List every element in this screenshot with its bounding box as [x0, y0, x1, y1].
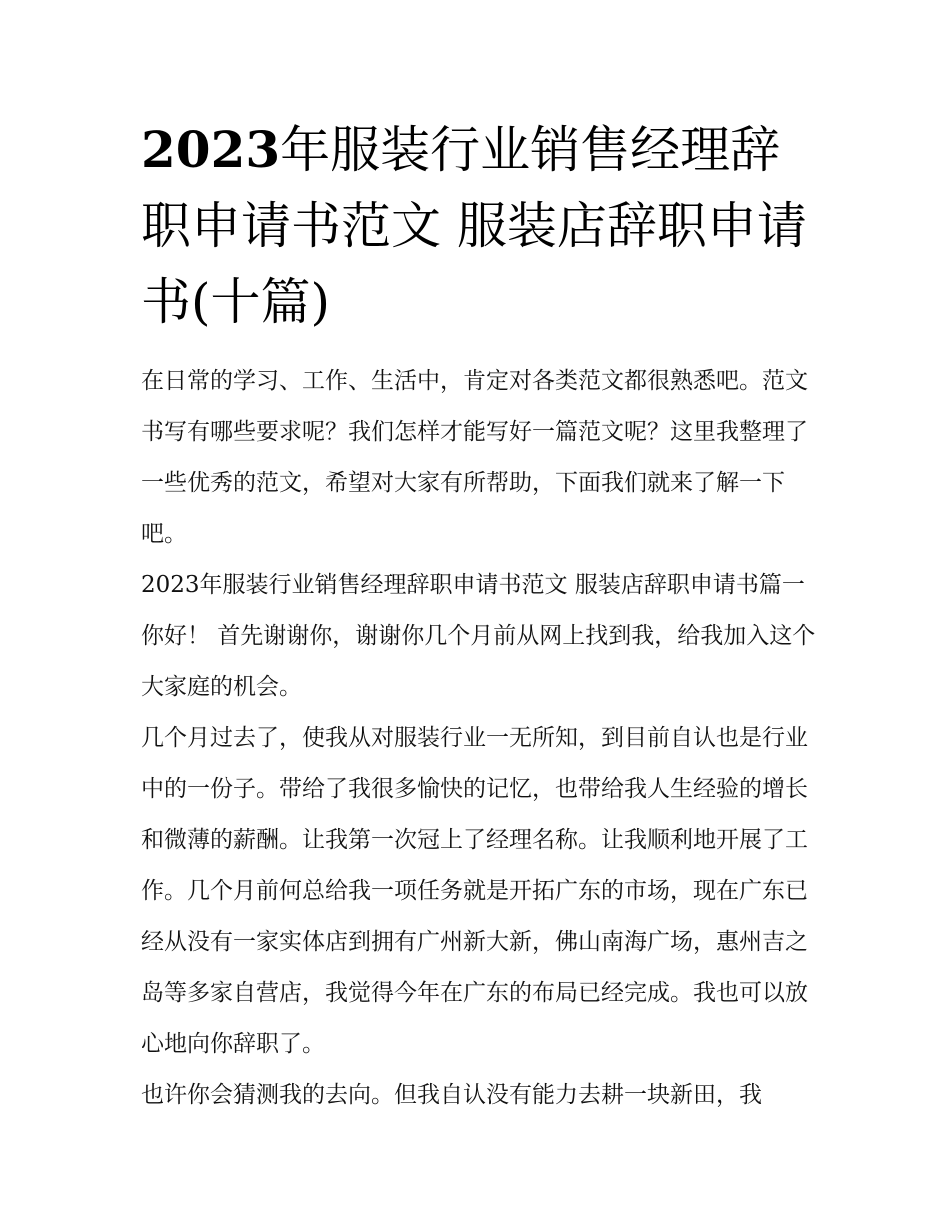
paragraph-experience: 几个月过去了，使我从对服装行业一无所知，到目前自认也是行业中的一份子。带给了我很多愉快的记忆，也带给我人生经验的增长和微薄的薪酬。让我第一次冠上了经理名称。让我顺利地开展了工作。几个月前何总给我一项任务就是开拓广东的市场，现在广东已经从没有一家实体店到拥有广州新大新，佛山南海广场，惠州吉之岛等多家自营店，我觉得今年在广东的布局已经完成。我也可以放心地向你辞职了。 [141, 725, 808, 1057]
title-text: 年服装行业销售经理辞职申请书范文 服装店辞职申请书(十篇) [141, 121, 807, 331]
title-year: 2023 [141, 120, 281, 179]
paragraph-intro: 在日常的学习、工作、生活中，肯定对各类范文都很熟悉吧。范文书写有哪些要求呢？我们怎样才能写好一篇范文呢？这里我整理了一些优秀的范文，希望对大家有所帮助，下面我们就来了解一下吧。 [141, 368, 808, 547]
paragraph-greeting: 2023年服装行业销售经理辞职申请书范文 服装店辞职申请书篇一 你好！ 首先谢谢你，谢谢你几个月前从网上找到我，给我加入这个大家庭的机会。 [141, 572, 816, 700]
paragraph-direction: 也许你会猜测我的去向。但我自认没有能力去耕一块新田，我 [141, 1082, 762, 1108]
document-body [141, 356, 821, 1121]
document-title [141, 112, 821, 340]
